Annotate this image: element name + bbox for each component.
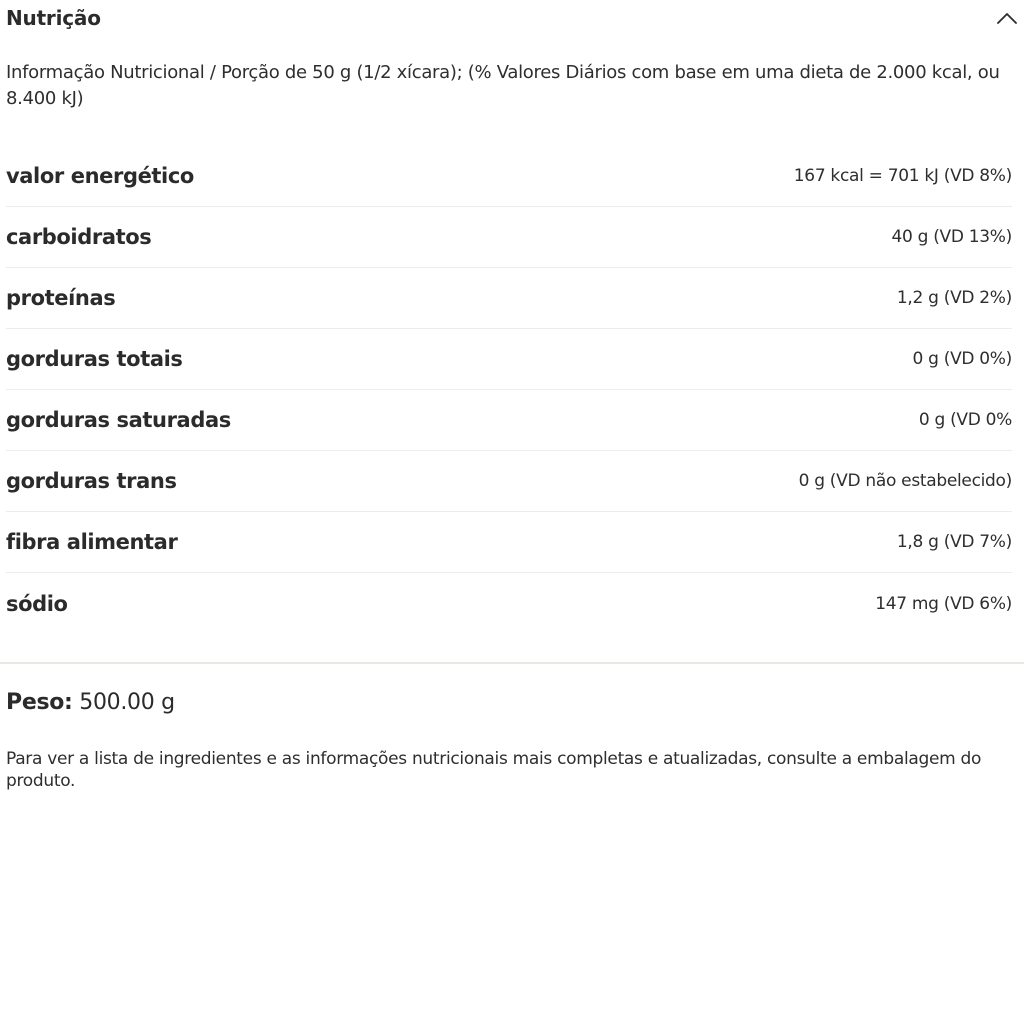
nutrient-label: sódio [6,591,68,616]
weight-value: 500.00 g [79,690,175,715]
nutrient-label: gorduras saturadas [6,408,231,432]
nutrient-value: 1,2 g (VD 2%) [896,288,1012,308]
section-divider [0,662,1024,664]
nutrient-label: valor energético [6,164,194,188]
nutrient-value: 0 g (VD 0%) [912,349,1012,369]
nutrient-label: carboidratos [6,225,152,249]
nutrition-intro: Informação Nutricional / Porção de 50 g (1/2 xícara); (% Valores Diários com base em uma dieta de 2.000 kcal, ou 8.400 kJ) [6,62,1000,109]
nutrition-row-carbohydrates [6,207,1012,268]
chevron-up-icon[interactable] [996,7,1018,29]
nutrient-label: gorduras totais [6,347,183,371]
nutrient-value: 1,8 g (VD 7%) [896,532,1012,552]
nutrient-value: 167 kcal = 701 kJ (VD 8%) [793,166,1012,186]
product-weight [6,690,175,715]
nutrient-label: fibra alimentar [6,530,178,554]
nutrient-value: 40 g (VD 13%) [891,227,1012,247]
ingredients-footnote: Para ver a lista de ingredientes e as informações nutricionais mais completas e atualizadas, consulte a embalagem do produto. [6,749,982,791]
nutrition-row-fiber [6,512,1012,573]
nutrition-row-sodium [6,573,1012,634]
nutrition-row-total-fat [6,329,1012,390]
nutrient-value: 147 mg (VD 6%) [875,593,1012,614]
nutrition-table [6,146,1012,634]
nutrition-row-trans-fat [6,451,1012,512]
nutrient-value: 0 g (VD não estabelecido) [798,471,1012,491]
nutrient-label: gorduras trans [6,469,177,493]
nutrition-row-saturated-fat [6,390,1012,451]
nutrition-row-energy [6,146,1012,207]
nutrition-row-proteins [6,268,1012,329]
nutrient-label: proteínas [6,286,116,310]
nutrition-section-toggle[interactable] [6,0,1018,36]
section-title: Nutrição [6,6,101,30]
weight-label: Peso: [6,690,73,715]
nutrient-value: 0 g (VD 0% [918,410,1012,430]
